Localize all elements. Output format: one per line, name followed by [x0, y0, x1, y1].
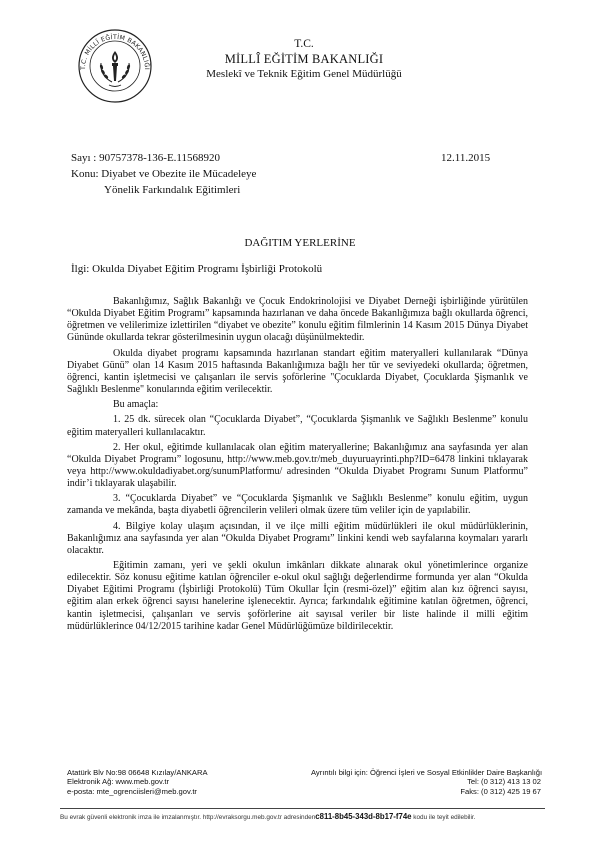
paragraph-purpose: Bu amaçla: — [113, 399, 159, 411]
footer-fax: Faks: (0 312) 425 19 67 — [460, 786, 541, 796]
footer-contact: Ayrıntılı bilgi için: Öğrenci İşleri ve Sosyal Etkinlikler Daire Başkanlığı — [311, 768, 543, 777]
footer-divider — [60, 808, 545, 809]
document-date: 12.11.2015 — [441, 152, 491, 164]
list-item-3: 3. “Çocuklarda Diyabet” ve “Çocuklarda Şişmanlık ve Sağlıklı Beslenme” konulu eğitim, uygun zamanda ve mekânda, başta diyabetli öğrencilerin velileri olmak üzere tüm veliler için de yapılabilir. — [67, 493, 528, 517]
header-ministry: MİLLÎ EĞİTİM BAKANLIĞI — [224, 52, 384, 66]
subject-line-2: Yönelik Farkındalık Eğitimleri — [104, 184, 241, 196]
verification-prefix: Bu evrak güvenli elektronik imza ile imzalanmıştır. http://evraksorgu.meb.gov.tr adresinden — [60, 814, 316, 821]
svg-text:T.C. MİLLÎ EĞİTİM BAKANLIĞI: T.C. MİLLÎ EĞİTİM BAKANLIĞI — [79, 33, 151, 71]
subject-line-1: Konu: Diyabet ve Obezite ile Mücadeleye — [71, 168, 257, 180]
footer-tel: Tel: (0 312) 413 13 02 — [467, 777, 541, 787]
header-tc: T.C. — [294, 38, 314, 50]
footer-web: Elektronik Ağ: www.meb.gov.tr — [67, 777, 169, 787]
paragraph-1: Bakanlığımız, Sağlık Bakanlığı ve Çocuk Endokrinolojisi ve Diyabet Derneği işbirliğinde yürütülen “Okulda Diyabet Eğitim Programı” kapsamında hazırlanan ve daha öncede Bakanlığımıza bağlı okullarda öğrenci, öğretmen ve velilerimize izlettirilen “diyabet ve obezite” konulu eğitim filmlerinin 14 Kasım 2015 Dünya Diyabet Gününde okullarda tekrar gösterilmesinin uygun olacağı düşünülmektedir. — [67, 296, 528, 344]
paragraph-2: Okulda diyabet programı kapsamında hazırlanan standart eğitim materyalleri kullanılarak “Dünya Diyabet Günü” olan 14 Kasım 2015 haftasında Bakanlığımıza bağlı her tür ve seviyedeki okullarda; öğretmen, öğrenci, kantin işletmecisi ve çalışanları ile servis şoförlerine "Çocuklarda Diyabet, Çocuklarda Şişmanlık ve Sağlıklı Beslenme" konularında eğitim verilecektir. — [67, 347, 528, 395]
footer-address: Atatürk Blv No:98 06648 Kızılay/ANKARA — [67, 768, 208, 777]
verification-code: c811-8b45-343d-8b17-f74e — [315, 812, 412, 821]
footer-address-block — [67, 768, 208, 796]
distribution-heading: DAĞITIM YERLERİNE — [244, 237, 356, 249]
footer-email: e-posta: mte_ogrenciisleri@meb.gov.tr — [67, 786, 197, 796]
document-number: Sayı : 90757378-136-E.11568920 — [71, 152, 220, 164]
verification-suffix: kodu ile teyit edilebilir. — [411, 814, 476, 821]
footer-contact-block — [311, 768, 541, 796]
paragraph-closing: Eğitimin zamanı, yeri ve şekli okulun imkânları dikkate alınarak okul yönetimlerince organize edilecektir. Söz konusu eğitime katılan öğrenciler e-okul okul sağlığı değerlendirme formunda yer alan “Okulda Diyabet Eğitimi Programı (İşbirliği Protokolü) Tüm Okullar İçin (resmi-özel)” eğitim alan kız öğrenci sayısı, eğitim alan erkek öğrenci sayısı hanelerine işlenecektir. Ayrıca; farkındalık eğitimine katılan öğretmen, öğrenci, kantin işletmecisi, çalışanları ve servis şoförlerine ait sayısal veriler bir liste halinde il milli eğitim müdürlüklerince 04/12/2015 tarihine kadar Genel Müdürlüğümüze bildirilecektir. — [67, 560, 528, 632]
letter-body — [67, 296, 528, 636]
reference-line: İlgi: Okulda Diyabet Eğitim Programı İşbirliği Protokolü — [71, 263, 323, 275]
list-item-2: 2. Her okul, eğitimde kullanılacak olan eğitim materyallerine; Bakanlığımız ana sayfasında yer alan “Okulda Diyabet Programı” logosunu, http://www.meb.gov.tr/meb_duyuruayrinti.php?ID=6478 linkini tıklayarak veya http://www.okuldadiyabet.org/sunumPlatformu/ adresinden “Okulda Diyabet Programı Sunum Platformu” indir’i tıklayarak ulaşabilir. — [67, 441, 528, 490]
header-directorate: Meslekî ve Teknik Eğitim Genel Müdürlüğü — [206, 68, 402, 80]
verification-note — [60, 812, 545, 821]
list-item-1: 1. 25 dk. sürecek olan “Çocuklarda Diyabet”, “Çocuklarda Şişmanlık ve Sağlıklı Beslenme” konulu eğitim materyalleri kullanılacaktır. — [67, 414, 528, 438]
list-item-4: 4. Bilgiye kolay ulaşım açısından, il ve ilçe milli eğitim müdürlükleri ile okul müdürlüklerinin, Bakanlığımız ana sayfasında yer alan “Okulda Diyabet Programı” linkini kendi web sayfalarına koymaları yararlı olacaktır. — [67, 520, 528, 556]
